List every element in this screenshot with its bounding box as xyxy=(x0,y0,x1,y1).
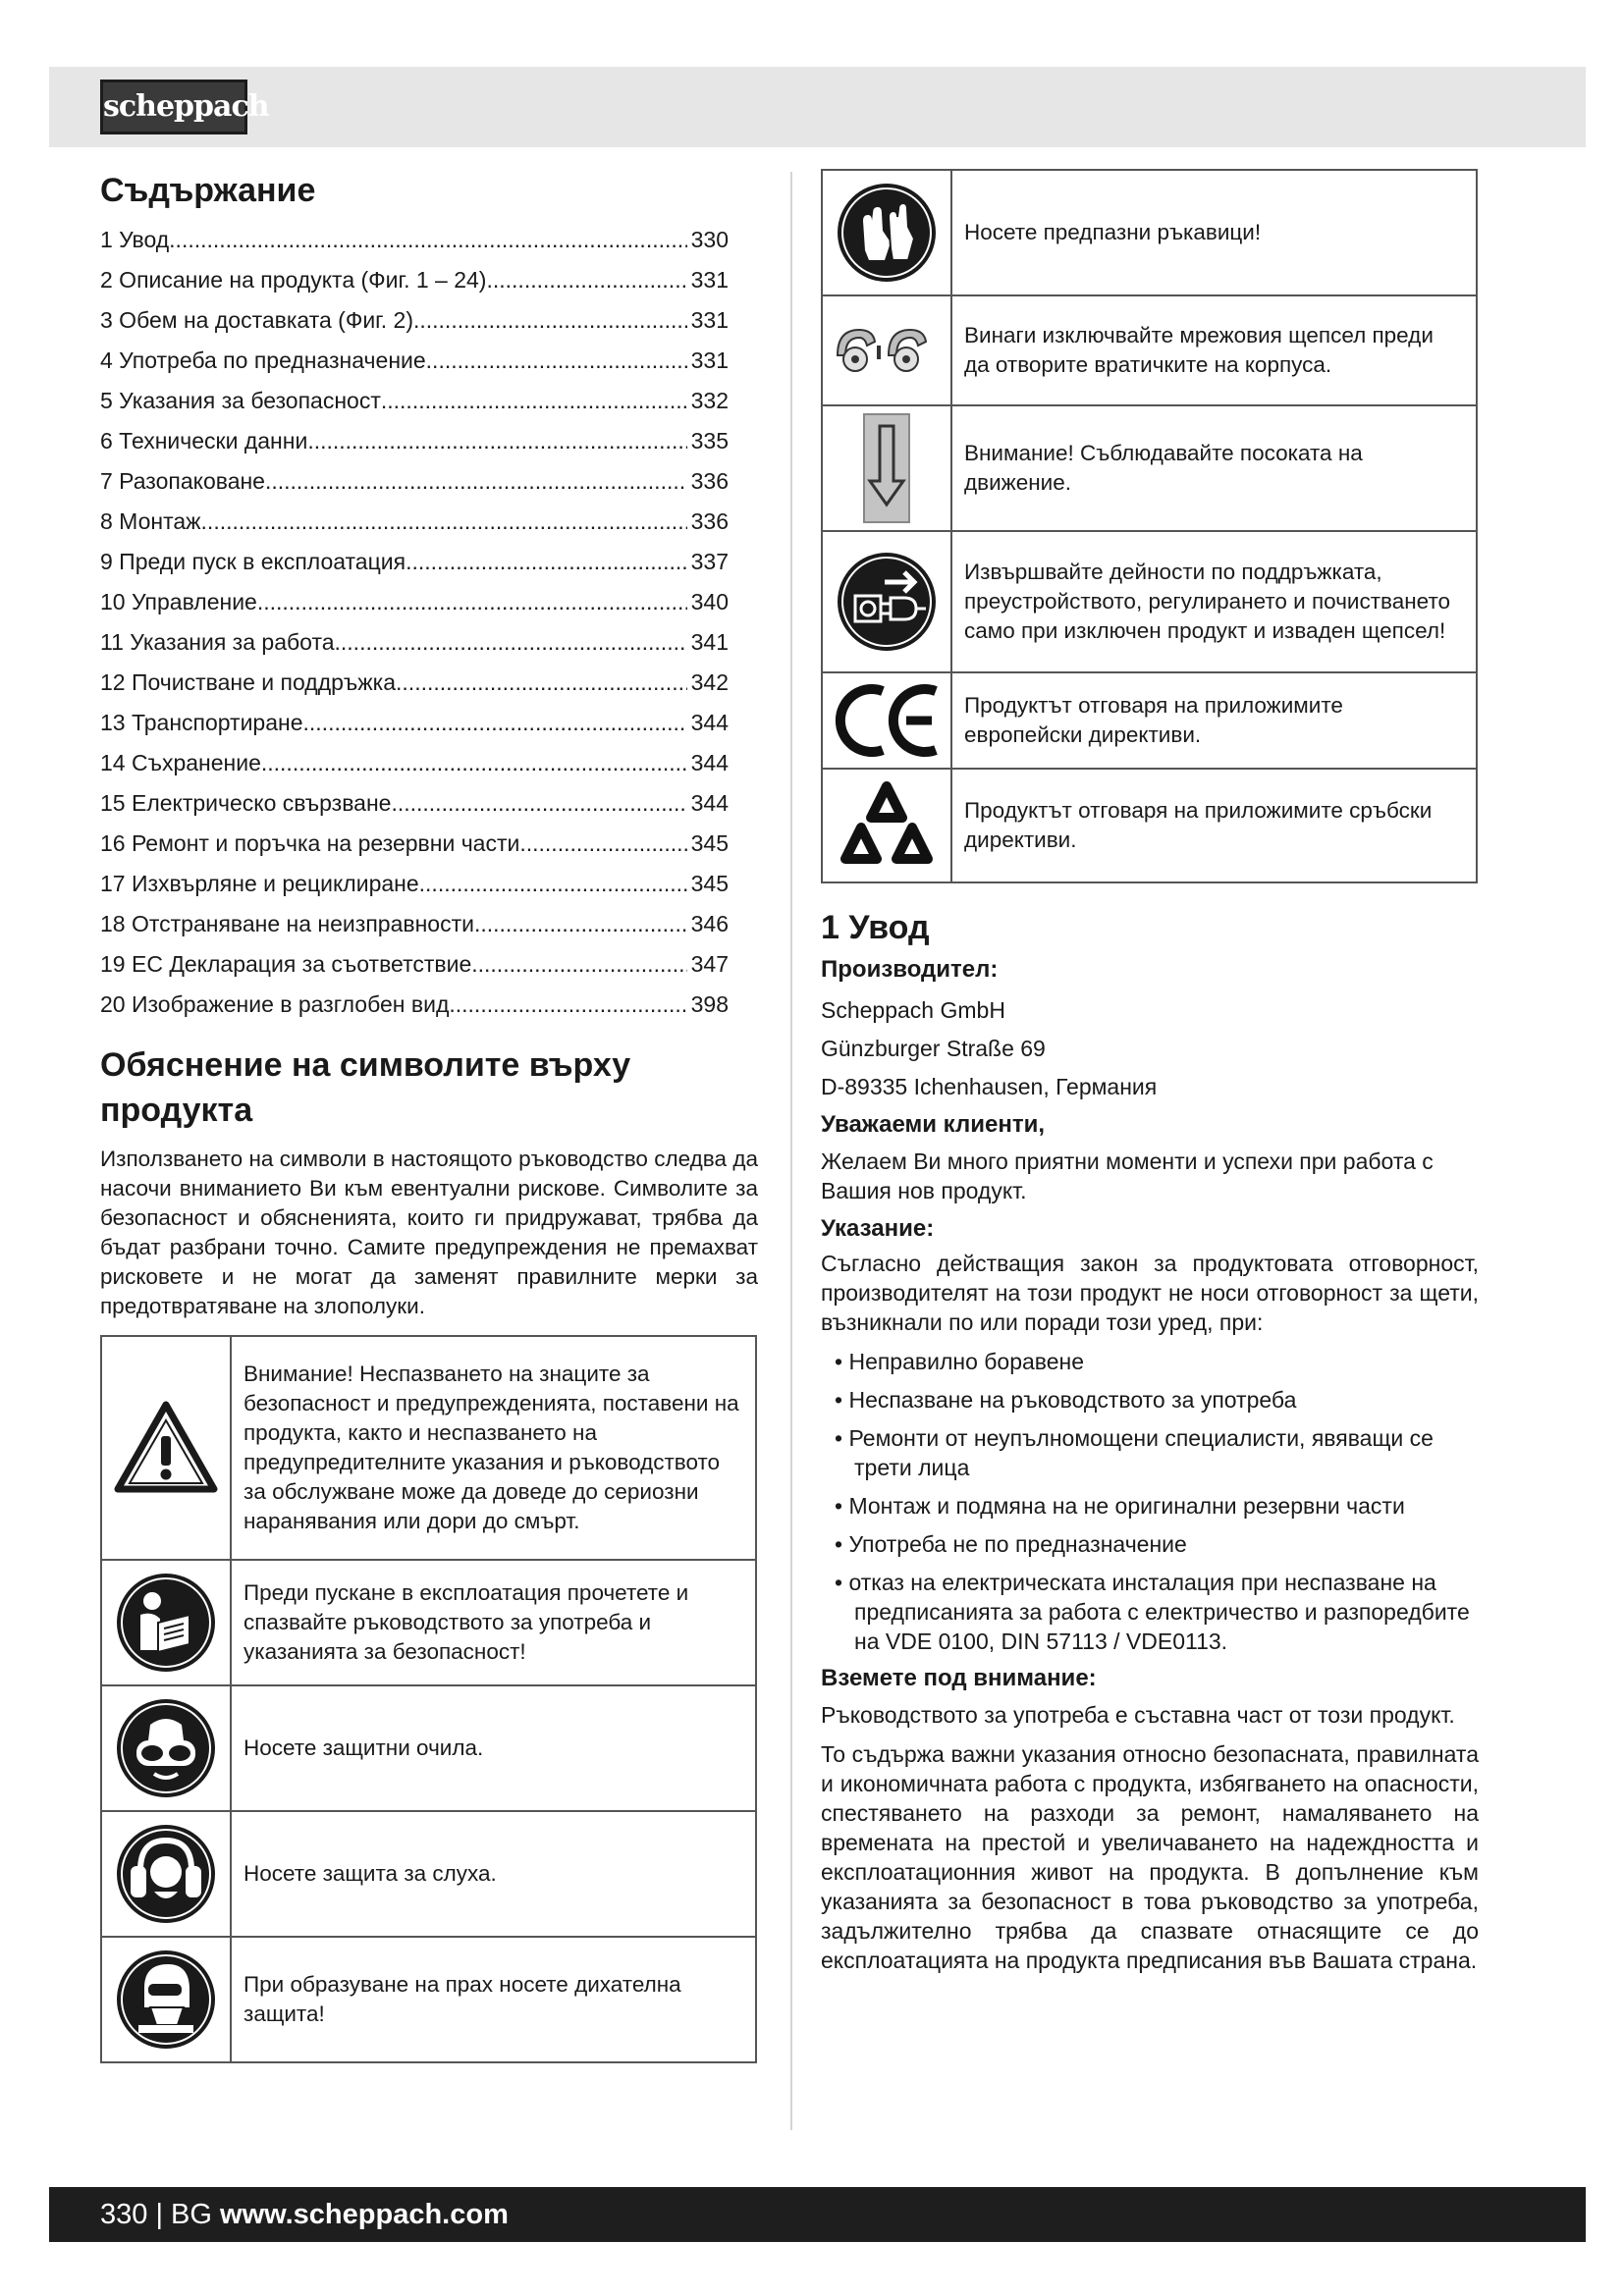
toc-entry[interactable] xyxy=(100,864,729,904)
toc-entry[interactable] xyxy=(100,783,729,824)
toc-leader-dots xyxy=(303,703,687,743)
right-column xyxy=(821,169,1489,1975)
symbol-row xyxy=(822,405,1477,531)
intro-title: 1 Увод xyxy=(821,909,930,946)
toc-entry[interactable] xyxy=(100,944,729,985)
toc-entry-page: 341 xyxy=(690,629,729,655)
column-divider xyxy=(790,172,792,2130)
toc-leader-dots xyxy=(257,582,687,622)
symbols-table-right xyxy=(821,169,1478,883)
toc-leader-dots xyxy=(169,220,686,260)
direction-arrow-icon xyxy=(862,412,911,524)
symbol-text: Внимание! Неспазването на знаците за безопасност и предупрежденията, поставени на продукта, както и неспазването на предупредителните указания и ръководството за обслужване може да доведе до сериозни наранявания или дори до смърт. xyxy=(231,1336,756,1560)
toc-entry[interactable] xyxy=(100,743,729,783)
symbol-text: Носете защитни очила. xyxy=(231,1685,756,1811)
toc-entry-page: 336 xyxy=(690,468,729,494)
toc-entry-page: 332 xyxy=(690,388,729,413)
address-line: Günzburger Straße 69 xyxy=(821,1036,1046,1061)
toc-entry-label: 7 Разопаковане xyxy=(100,468,265,494)
toc-entry-label: 12 Почистване и поддръжка xyxy=(100,669,397,695)
symbols-title: Обяснение на символите върху продукта xyxy=(100,1046,631,1129)
toc-entry-label: 14 Съхранение xyxy=(100,750,261,775)
page-footer xyxy=(49,2187,1586,2242)
toc-entry[interactable] xyxy=(100,260,729,300)
list-item: • Ремонти от неупълномощени специалисти, явяващи се трети лица xyxy=(835,1423,1487,1482)
toc-leader-dots xyxy=(419,864,687,904)
toc-entry[interactable] xyxy=(100,824,729,864)
symbol-row xyxy=(101,1560,756,1685)
toc-leader-dots xyxy=(391,783,686,824)
table-of-contents xyxy=(100,220,768,1025)
toc-entry-page: 340 xyxy=(690,589,729,614)
note-text: Съгласно действащия закон за продуктовата отговорност, производителят на този продукт не носи отговорност за щети, възникнали по или поради този уред, при: xyxy=(821,1251,1479,1335)
dust-mask-icon xyxy=(115,1949,217,2051)
symbol-text: При образуване на прах носете дихателна защита! xyxy=(231,1937,756,2062)
attention-label: Вземете под внимание: xyxy=(821,1665,1097,1691)
gloves-icon xyxy=(836,182,938,284)
symbol-row xyxy=(822,769,1477,882)
toc-entry[interactable] xyxy=(100,904,729,944)
symbol-row xyxy=(822,531,1477,672)
toc-entry[interactable] xyxy=(100,542,729,582)
toc-entry-label: 5 Указания за безопасност xyxy=(100,388,381,413)
symbol-row xyxy=(822,672,1477,769)
warning-triangle-icon xyxy=(112,1399,220,1497)
maintenance-unplug-icon xyxy=(836,551,938,653)
toc-entry-page: 344 xyxy=(690,710,729,735)
toc-leader-dots xyxy=(486,260,686,300)
toc-leader-dots xyxy=(406,542,687,582)
toc-leader-dots xyxy=(471,944,686,985)
symbol-row xyxy=(101,1336,756,1560)
scheppach-logo: scheppach xyxy=(100,80,247,134)
toc-entry-label: 16 Ремонт и поръчка на резервни части xyxy=(100,830,520,856)
ce-mark-icon xyxy=(830,681,944,760)
toc-entry[interactable] xyxy=(100,300,729,341)
symbol-text: Носете предпазни ръкавици! xyxy=(951,170,1477,295)
toc-entry-label: 13 Транспортиране xyxy=(100,710,303,735)
toc-entry-page: 337 xyxy=(690,549,729,574)
toc-entry-label: 18 Отстраняване на неизправности xyxy=(100,911,474,936)
toc-entry[interactable] xyxy=(100,381,729,421)
symbol-text: Продуктът отговаря на приложимите сръбски директиви. xyxy=(951,769,1477,882)
toc-entry-page: 335 xyxy=(690,428,729,454)
toc-entry[interactable] xyxy=(100,703,729,743)
symbol-text: Носете защита за слуха. xyxy=(231,1811,756,1937)
list-item: • Неправилно боравене xyxy=(835,1347,1487,1376)
address-line: D-89335 Ichenhausen, Германия xyxy=(821,1074,1158,1099)
safety-goggles-icon xyxy=(115,1697,217,1799)
list-item: • Неспазване на ръководството за употреба xyxy=(835,1385,1487,1415)
footer-separator: | xyxy=(155,2199,172,2230)
toc-entry-label: 3 Обем на доставката (Фиг. 2) xyxy=(100,307,413,333)
toc-entry-label: 10 Управление xyxy=(100,589,257,614)
toc-entry[interactable] xyxy=(100,341,729,381)
toc-entry-page: 398 xyxy=(690,991,729,1017)
toc-entry-label: 15 Електрическо свързване xyxy=(100,790,392,816)
toc-leader-dots xyxy=(381,381,687,421)
symbol-text: Винаги изключвайте мрежовия щепсел преди да отворите вратичките на корпуса. xyxy=(951,295,1477,405)
toc-leader-dots xyxy=(426,341,687,381)
list-item: • Монтаж и подмяна на не оригинални резервни части xyxy=(835,1491,1487,1521)
toc-entry[interactable] xyxy=(100,461,729,502)
left-column xyxy=(100,169,768,2063)
toc-entry-label: 20 Изображение в разглобен вид xyxy=(100,991,450,1017)
toc-entry-label: 17 Изхвърляне и рециклиране xyxy=(100,871,419,896)
page-number: 330 xyxy=(100,2199,148,2230)
liability-exclusions-list xyxy=(835,1347,1487,1656)
toc-leader-dots xyxy=(396,663,687,703)
toc-entry-page: 345 xyxy=(690,871,729,896)
toc-entry-page: 344 xyxy=(690,750,729,775)
dear-label: Уважаеми клиенти, xyxy=(821,1111,1045,1138)
attention-text: Ръководството за употреба е съставна част от този продукт. xyxy=(821,1702,1455,1728)
symbols-intro: Използването на символи в настоящото ръководство следва да насочи вниманието Ви към евентуални рискове. Символите за безопасност и обясненията, които ги придружават, трябва да бъдат разбрани точно. Самите предупреждения не премахват рисковете и не могат да заменят правилните мерки за предотвратяване на злополуки. xyxy=(100,1147,758,1318)
toc-leader-dots xyxy=(307,421,686,461)
symbol-text: Продуктът отговаря на приложимите европейски директиви. xyxy=(951,672,1477,769)
toc-leader-dots xyxy=(201,502,687,542)
list-item: • отказ на електрическата инсталация при неспазване на предписанията за работа с електричество и разпоредбите на VDE 0100, DIN 57113 / VDE0113. xyxy=(835,1568,1487,1656)
toc-entry-page: 347 xyxy=(690,951,729,977)
symbol-text: Преди пускане в експлоатация прочетете и спазвайте ръководството за употреба и указанията за безопасност! xyxy=(231,1560,756,1685)
symbol-text: Внимание! Съблюдавайте посоката на движение. xyxy=(951,405,1477,531)
serbian-conformity-icon xyxy=(838,780,936,871)
toc-entry-page: 342 xyxy=(690,669,729,695)
address-line: Scheppach GmbH xyxy=(821,997,1005,1023)
toc-entry-label: 8 Монтаж xyxy=(100,508,201,534)
toc-entry-page: 346 xyxy=(690,911,729,936)
symbol-row xyxy=(101,1937,756,2062)
toc-entry-page: 331 xyxy=(690,307,729,333)
toc-entry-label: 4 Употреба по предназначение xyxy=(100,347,426,373)
toc-entry-label: 6 Технически данни xyxy=(100,428,308,454)
symbol-row xyxy=(822,170,1477,295)
toc-leader-dots xyxy=(413,300,687,341)
symbol-row xyxy=(822,295,1477,405)
toc-leader-dots xyxy=(519,824,686,864)
toc-entry-label: 19 ЕС Декларация за съответствие xyxy=(100,951,472,977)
toc-entry[interactable] xyxy=(100,421,729,461)
toc-leader-dots xyxy=(449,985,686,1025)
attention-text: То съдържа важни указания относно безопасната, правилната и икономичната работа с продукта, избягването на опасности, спестяването на разходи за ремонт, намаляването на времената на престой и увеличаването на надеждността и експлоатационния живот на продукта. В допълнение към указанията за безопасност в това ръководство за употреба, задължително трябва да спазвате отнасящите се до експлоатацията на продукта предписания във Вашата страна. xyxy=(821,1741,1479,1973)
toc-entry-label: 11 Указания за работа xyxy=(100,629,335,655)
website-link[interactable]: www.scheppach.com xyxy=(220,2199,509,2230)
symbol-text: Извършвайте дейности по поддръжката, преустройството, регулирането и почистването само при изключен продукт и изваден щепсел! xyxy=(951,531,1477,672)
symbols-table-left xyxy=(100,1335,757,2063)
toc-entry-page: 331 xyxy=(690,347,729,373)
read-manual-icon xyxy=(115,1572,217,1674)
toc-entry-page: 345 xyxy=(690,830,729,856)
language-code: BG xyxy=(171,2199,212,2230)
toc-leader-dots xyxy=(261,743,687,783)
toc-entry[interactable] xyxy=(100,582,729,622)
toc-leader-dots xyxy=(474,904,687,944)
note-label: Указание: xyxy=(821,1215,935,1242)
toc-entry-page: 344 xyxy=(690,790,729,816)
toc-entry-page: 336 xyxy=(690,508,729,534)
toc-entry[interactable] xyxy=(100,220,729,260)
page-header xyxy=(49,67,1586,147)
toc-title: Съдържание xyxy=(100,172,316,209)
toc-entry-label: 9 Преди пуск в експлоатация xyxy=(100,549,406,574)
dear-text: Желаем Ви много приятни моменти и успехи при работа с Вашия нов продукт. xyxy=(821,1148,1434,1203)
toc-entry-label: 1 Увод xyxy=(100,227,170,252)
toc-entry-page: 331 xyxy=(690,267,729,293)
toc-leader-dots xyxy=(265,461,687,502)
manufacturer-label: Производител: xyxy=(821,956,999,983)
toc-entry[interactable] xyxy=(100,663,729,703)
symbol-row xyxy=(101,1685,756,1811)
symbol-row xyxy=(101,1811,756,1937)
toc-entry-page: 330 xyxy=(690,227,729,252)
list-item: • Употреба не по предназначение xyxy=(835,1529,1487,1559)
unplug-icon xyxy=(830,316,944,385)
ear-protection-icon xyxy=(115,1823,217,1925)
toc-entry-label: 2 Описание на продукта (Фиг. 1 – 24) xyxy=(100,267,487,293)
toc-entry[interactable] xyxy=(100,622,729,663)
toc-entry[interactable] xyxy=(100,985,729,1025)
toc-leader-dots xyxy=(335,622,687,663)
toc-entry[interactable] xyxy=(100,502,729,542)
